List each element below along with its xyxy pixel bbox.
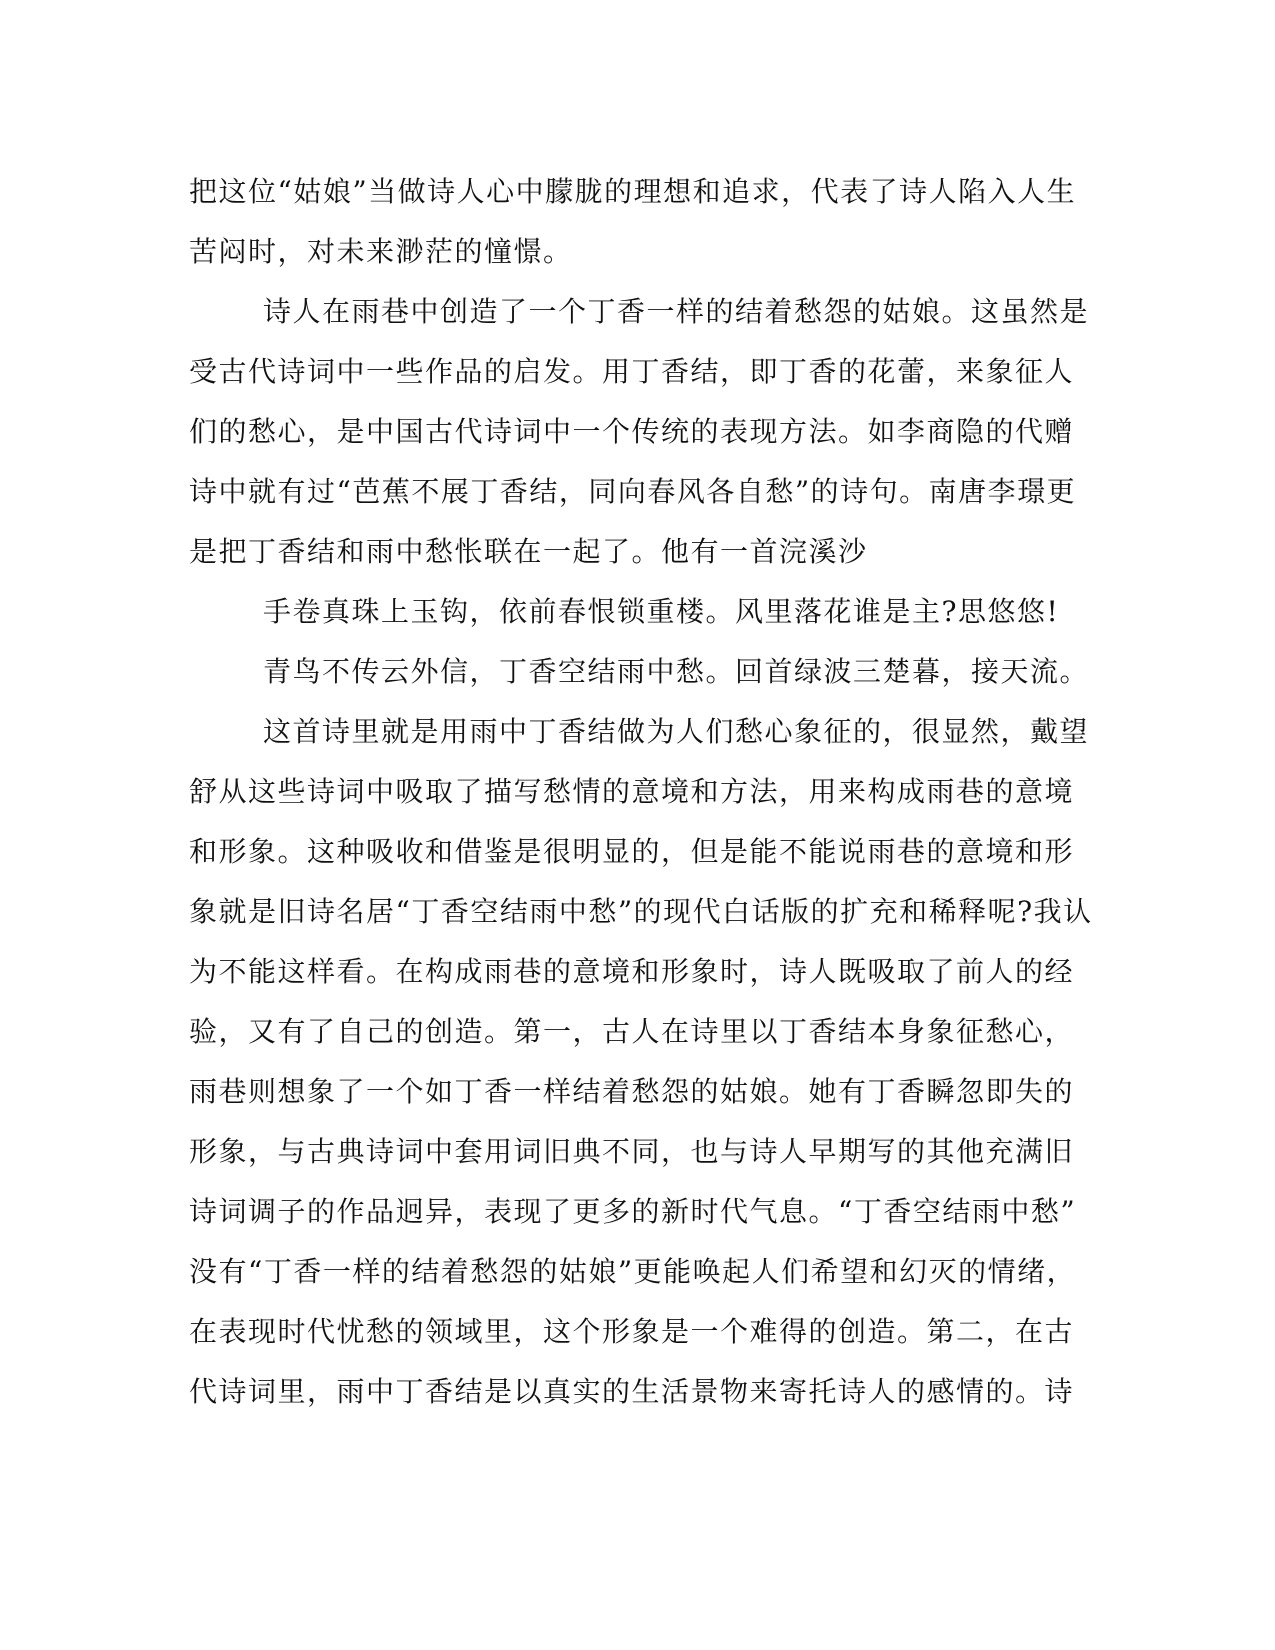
text-line: 把这位“姑娘”当做诗人心中朦胧的理想和追求，代表了诗人陷入人生 [189, 175, 1077, 208]
text-line: 手卷真珠上玉钩，依前春恨锁重楼。风里落花谁是主?思悠悠! [263, 595, 1060, 628]
text-line: 雨巷则想象了一个如丁香一样结着愁怨的姑娘。她有丁香瞬忽即失的 [189, 1075, 1075, 1108]
text-line: 为不能这样看。在构成雨巷的意境和形象时，诗人既吸取了前人的经 [189, 955, 1075, 988]
text-line: 诗词调子的作品迥异，表现了更多的新时代气息。“丁香空结雨中愁” [189, 1195, 1077, 1228]
text-line: 们的愁心，是中国古代诗词中一个传统的表现方法。如李商隐的代赠 [189, 415, 1075, 448]
text-line: 在表现时代忧愁的领域里，这个形象是一个难得的创造。第二，在古 [189, 1315, 1075, 1348]
text-line: 没有“丁香一样的结着愁怨的姑娘”更能唤起人们希望和幻灭的情绪， [189, 1255, 1077, 1288]
text-line: 青鸟不传云外信，丁香空结雨中愁。回首绿波三楚暮，接天流。 [263, 655, 1090, 688]
text-line: 舒从这些诗词中吸取了描写愁情的意境和方法，用来构成雨巷的意境 [189, 775, 1075, 808]
text-line: 和形象。这种吸收和借鉴是很明显的，但是能不能说雨巷的意境和形 [189, 835, 1075, 868]
text-line: 象就是旧诗名居“丁香空结雨中愁”的现代白话版的扩充和稀释呢?我认 [189, 895, 1093, 928]
text-line: 诗中就有过“芭蕉不展丁香结，同向春风各自愁”的诗句。南唐李璟更 [189, 475, 1077, 508]
text-line: 形象，与古典诗词中套用词旧典不同，也与诗人早期写的其他充满旧 [189, 1135, 1075, 1168]
text-line: 诗人在雨巷中创造了一个丁香一样的结着愁怨的姑娘。这虽然是 [263, 295, 1090, 328]
text-line: 这首诗里就是用雨中丁香结做为人们愁心象征的，很显然，戴望 [263, 715, 1090, 748]
text-line: 是把丁香结和雨中愁怅联在一起了。他有一首浣溪沙 [189, 535, 868, 568]
text-line: 验，又有了自己的创造。第一，古人在诗里以丁香结本身象征愁心， [189, 1015, 1075, 1048]
body-text [189, 162, 1093, 1422]
text-line: 苦闷时，对未来渺茫的憧憬。 [189, 235, 573, 268]
text-line: 受古代诗词中一些作品的启发。用丁香结，即丁香的花蕾，来象征人 [189, 355, 1075, 388]
text-line: 代诗词里，雨中丁香结是以真实的生活景物来寄托诗人的感情的。诗 [189, 1375, 1075, 1408]
